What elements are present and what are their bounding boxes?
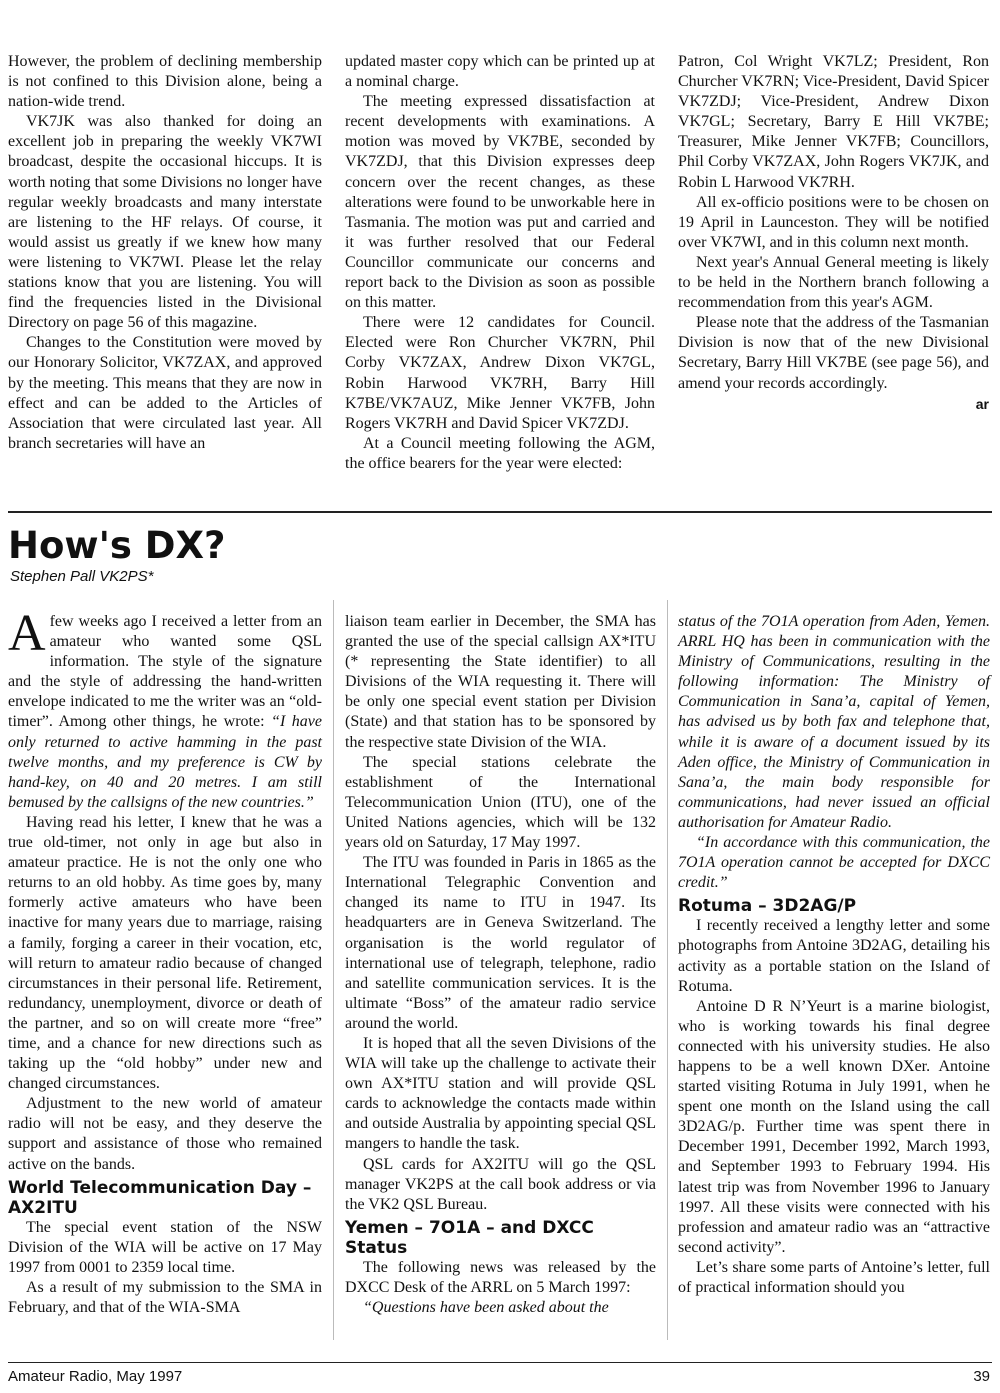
paragraph-text: few weeks ago I received a letter from an amateur who wanted some QSL information. The style of the signature and the style of addressing the hand-written envelope indicated to me the writer was an “old-timer”. Among other things, he wrote: [8, 613, 322, 731]
paragraph: The special stations celebrate the establishment of the International Telecommunication Union (ITU), one of the United Nations agencies, which will be 132 years old on Saturday, 17 May 1997. [345, 753, 656, 852]
article-column-1 [8, 605, 322, 1318]
subheading: World Telecommunication Day – AX2ITU [8, 1177, 312, 1218]
publication-name: Amateur Radio, May 1997 [8, 1368, 183, 1385]
paragraph: The special event station of the NSW Division of the WIA will be active on 17 May 1997 from 0001 to 2359 local time. [8, 1218, 322, 1276]
paragraph: liaison team earlier in December, the SMA has granted the use of the special callsign AX*ITU (* representing the State identifier) to all Divisions of the WIA requesting it. There will be only one special event station per Division (State) and that station has to be sponsored by the respective state Division of the WIA. [345, 613, 656, 751]
quote: “In accordance with this communication, the 7O1A operation cannot be accepted for DXCC credit.” [678, 834, 990, 892]
paragraph: Patron, Col Wright VK7LZ; President, Ron Churcher VK7RN; Vice-President, David Spicer VK7ZDJ; Vice-President, Andrew Dixon VK7GL; Secretary, Barry E Hill VK7BE; Treasurer, Mike Jenner VK7FB; Councillors, Phil Corby VK7ZAX, John Rogers VK7JK, and Robin L Harwood VK7RH. [678, 53, 989, 191]
paragraph: There were 12 candidates for Council. Elected were Ron Churcher VK7RN, Phil Corby VK7ZAX, Andrew Dixon VK7GL, Robin Harwood VK7RH, Barry Hill K7BE/VK7AUZ, Mike Jenner VK7FB, John Rogers VK7RH and David Spicer VK7ZDJ. [345, 314, 655, 432]
paragraph: The ITU was founded in Paris in 1865 as the International Telegraphic Convention and changed its name to ITU in 1947. Its headquarters are in Geneva Switzerland. The organisation is the world regulator of international use of telegraph, telephone, radio and satellite communication services. It is the ultimate “Boss” of the amateur radio service around the world. [345, 854, 656, 1032]
paragraph: It is hoped that all the seven Divisions of the WIA will take up the challenge to activate their own AX*ITU station and will provide QSL cards to acknowledge the contacts made within and outside Australia by appointing special QSL mangers to handle the task. [345, 1034, 656, 1153]
quote: status of the 7O1A operation from Aden, Yemen. ARRL HQ has been in communication with the Ministry of Communications, resulting in the following information: The Ministry of Communication in Sana’a, capital of Yemen, has advised us by both fax and telephone that, while it is aware of a document issued by its Aden office, the Ministry of Communication in Sana’a, the main body responsible for communications, had never issued an official authorisation for Amateur Radio. [678, 613, 990, 831]
end-mark: ar [975, 395, 989, 412]
quote: “I have only returned to active hamming in the past twelve months, and my preference is CW by hand-key, on 40 and 20 metres. I am still bemused by the callsigns of the new countries.” [8, 713, 322, 811]
paragraph: I recently received a lengthy letter and some photographs from Antoine 3D2AG, detailing his activity as a portable station on the Island of Rotuma. [678, 917, 990, 995]
article-column-3 [678, 612, 990, 1298]
column-divider [333, 600, 334, 1340]
footer-rule [8, 1362, 992, 1363]
top-column-1 [8, 52, 322, 454]
paragraph: Let’s share some parts of Antoine’s letter, full of practical information should you [678, 1258, 990, 1296]
page-number: 39 [973, 1368, 990, 1385]
quote: “Questions have been asked about the [363, 1299, 609, 1316]
article-author: Stephen Pall VK2PS* [10, 568, 154, 585]
top-column-2 [345, 52, 655, 474]
paragraph: Antoine D R N’Yeurt is a marine biologist, who is working towards his final degree connected with his university studies. He also happens to be a well known DXer. Antoine started visiting Rotuma in July 1991, when he spent one month on the Island using the call 3D2AG/p. Further time was spent there in December 1991, December 1992, March 1993, and September 1993 to February 1994. His latest trip was from November 1996 to January 1997. All these visits were connected with his profession and amateur radio was an “attractive second activity”. [678, 997, 990, 1256]
paragraph [8, 605, 322, 813]
article-column-2 [345, 612, 656, 1318]
paragraph: The following news was released by the DXCC Desk of the ARRL on 5 March 1997: [345, 1258, 656, 1296]
paragraph: At a Council meeting following the AGM, the office bearers for the year were elected: [345, 434, 655, 472]
paragraph: updated master copy which can be printed up at a nominal charge. [345, 53, 655, 91]
paragraph: All ex-officio positions were to be chosen on 19 April in Launceston. They will be notified over VK7WI, and in this column next month. [678, 193, 989, 251]
paragraph: As a result of my submission to the SMA in February, and that of the WIA-SMA [8, 1278, 322, 1316]
paragraph: The meeting expressed dissatisfaction at recent developments with examinations. A motion was moved by VK7BE, seconded by VK7ZDJ, that this Division expresses deep concern over the recent changes, as these alterations were found to be unworkable here in Tasmania. The motion was put and carried and it was further resolved that our Federal Councillor communicate our concerns and report back to the Division as soon as possible on this matter. [345, 93, 655, 312]
paragraph: QSL cards for AX2ITU will go the QSL manager VK2PS at the call book address or via the VK2 QSL Bureau. [345, 1155, 656, 1213]
paragraph: VK7JK was also thanked for doing an excellent job in preparing the weekly VK7WI broadcast, despite the occasional hiccups. It is worth noting that some Divisions no longer have regular weekly broadcasts and many interstate are listening to the HF relays. Of course, it would assist us greatly if we knew how many were listening to VK7WI. Please let the relay stations know that you are listening. You will find the frequencies listed in the Divisional Directory on page 56 of this magazine. [8, 113, 322, 332]
paragraph: Please note that the address of the Tasmanian Division is now that of the new Divisional Secretary, Barry Hill VK7BE (see page 56), and amend your records accordingly. [678, 314, 989, 392]
subheading: Yemen – 7O1A – and DXCC Status [345, 1217, 594, 1258]
paragraph: Next year's Annual General meeting is likely to be held in the Northern branch following a recommendation from this year's AGM. [678, 253, 989, 312]
top-column-3 [678, 52, 989, 415]
paragraph: Changes to the Constitution were moved by our Honorary Solicitor, VK7ZAX, and approved by the meeting. This means that they are now in effect and can be added to the Articles of Association that were circulated last year. All branch secretaries will have an [8, 334, 322, 452]
column-divider [667, 600, 668, 1340]
article-title: How's DX? [8, 524, 226, 567]
paragraph [345, 1298, 656, 1318]
subheading: Rotuma – 3D2AG/P [678, 896, 857, 917]
section-divider [8, 511, 992, 513]
paragraph: Adjustment to the new world of amateur radio will not be easy, and they deserve the support and assistance of those who remained active on the bands. [8, 1095, 322, 1173]
paragraph: Having read his letter, I knew that he was a true old-timer, not only in age but also in amateur practice. He is not the only one who returns to an old hobby. As time goes by, many formerly active amateurs who have been inactive for many years due to marriage, raising a family, forging a career in their vocation, etc, will return to amateur radio because of changed circumstances in their personal life. Retirement, redundancy, unemployment, divorce or death of the partner, and so on will create more “free” time, and a chance for new directions such as taking up the “old hobby” under new and changed circumstances. [8, 813, 322, 1093]
paragraph: However, the problem of declining membership is not confined to this Division alone, being a nation-wide trend. [8, 53, 322, 111]
drop-cap: A [8, 605, 46, 662]
